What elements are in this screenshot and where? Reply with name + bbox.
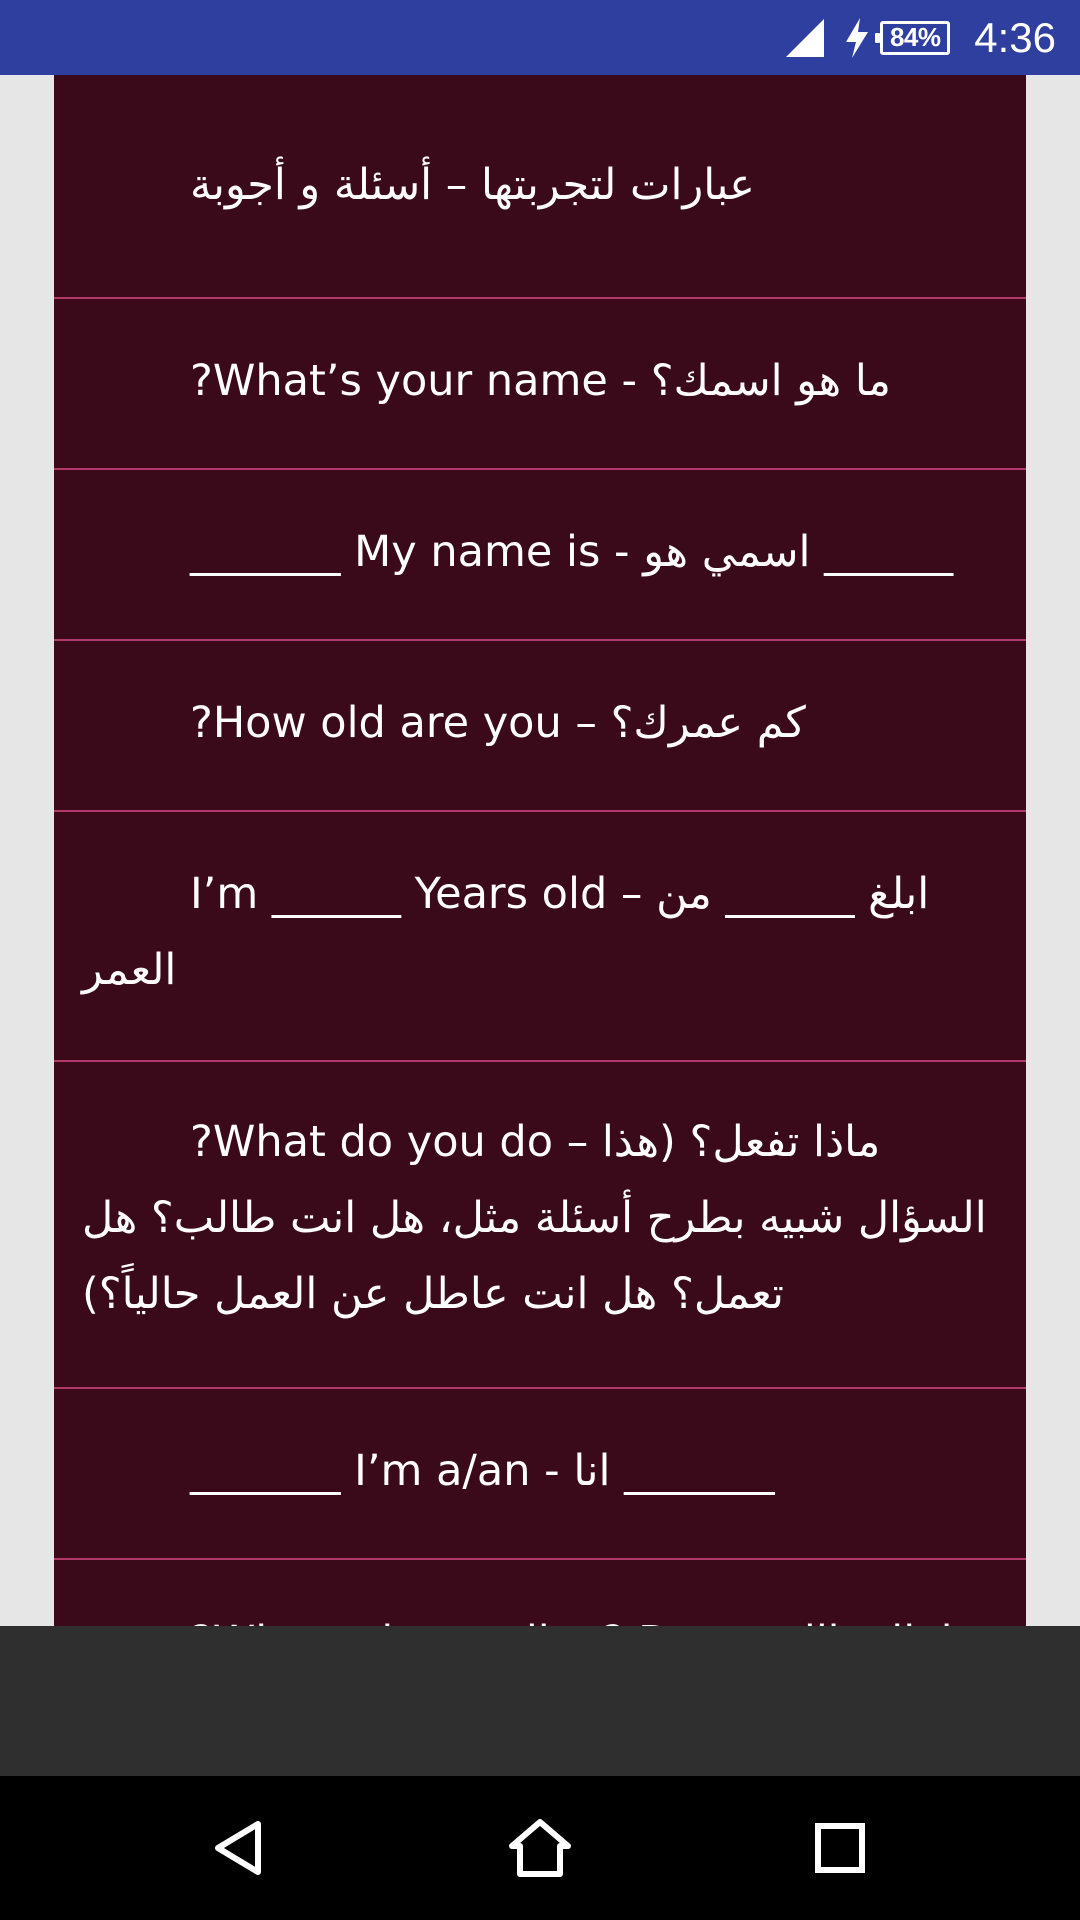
list-item[interactable] bbox=[54, 1389, 1026, 1560]
list-item[interactable] bbox=[54, 470, 1026, 641]
item-text: ?What’s your name - ما هو اسمك؟ bbox=[190, 356, 891, 406]
signal-icon bbox=[782, 15, 828, 61]
item-text: عبارات لتجربتها – أسئلة و أجوبة bbox=[190, 160, 755, 210]
battery-level: 84% bbox=[889, 22, 941, 52]
list-item[interactable] bbox=[54, 75, 1026, 299]
list-item[interactable] bbox=[54, 299, 1026, 470]
home-button[interactable] bbox=[490, 1798, 590, 1898]
battery-icon bbox=[880, 21, 950, 55]
back-icon bbox=[208, 1816, 272, 1880]
status-bar bbox=[0, 0, 1080, 75]
status-icons bbox=[782, 0, 1056, 75]
bottom-panel bbox=[0, 1626, 1080, 1776]
back-button[interactable] bbox=[190, 1798, 290, 1898]
item-text: _______ I’m a/an - انا _______ bbox=[190, 1446, 775, 1496]
navigation-bar bbox=[0, 1776, 1080, 1920]
recents-icon bbox=[808, 1816, 872, 1880]
phrase-list[interactable] bbox=[54, 75, 1026, 1626]
clock: 4:36 bbox=[974, 13, 1056, 61]
home-icon bbox=[508, 1816, 572, 1880]
list-item[interactable] bbox=[54, 1062, 1026, 1389]
list-item[interactable] bbox=[54, 812, 1026, 1062]
bolt-icon bbox=[842, 16, 872, 60]
list-item[interactable] bbox=[54, 641, 1026, 812]
item-text: I’m ______ Years old – ابلغ ______ من العمر bbox=[82, 869, 930, 995]
item-text: ?How old are you – كم عمرك؟ bbox=[190, 698, 806, 748]
item-text: ?What do you do – ماذا تفعل؟ (هذا السؤال شبيه بطرح أسئلة مثل، هل انت طالب؟ هل تعمل؟ هل انت عاطل عن العمل حالياً؟) bbox=[82, 1117, 987, 1319]
item-text: _______ My name is - اسمي هو ______ bbox=[190, 527, 954, 577]
recents-button[interactable] bbox=[790, 1798, 890, 1898]
